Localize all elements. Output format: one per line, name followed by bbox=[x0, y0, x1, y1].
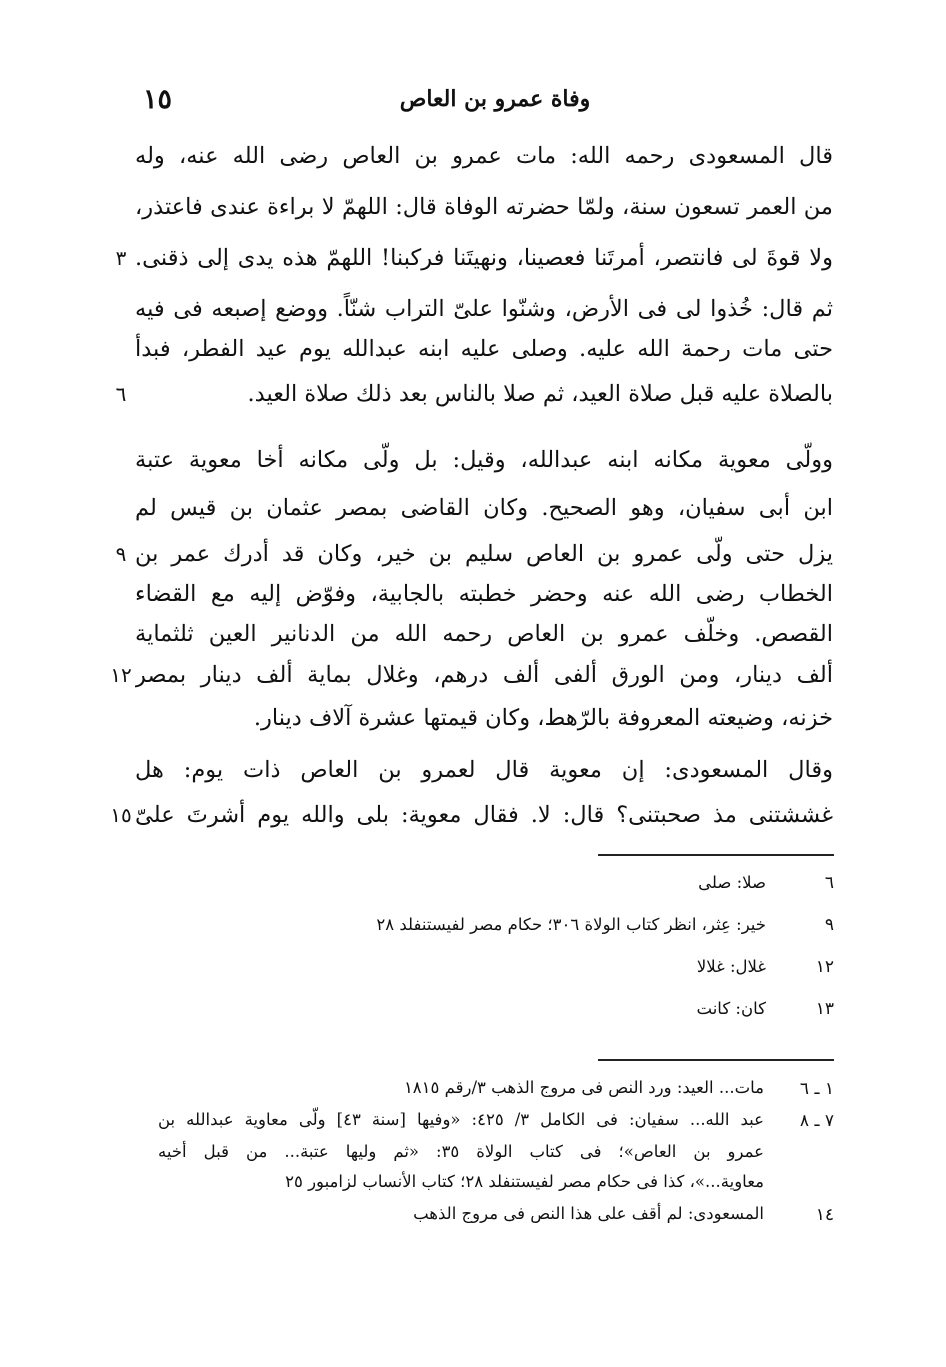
body-line-3: ولا قوةَ لى فانتصر، أمرتَنا فعصينا، ونهيتَنا فركبنا! اللهمّ هذه يدى إلى ذقنى. bbox=[135, 245, 833, 271]
body-line-9: يزل حتى ولّى عمرو بن العاص سليم بن خير، وكان قد أدرك عمر بن bbox=[135, 541, 833, 567]
body-line-2: من العمر تسعون سنة، ولمّا حضرته الوفاة قال: اللهمّ لا براءة عندى فاعتذر، bbox=[135, 194, 833, 220]
running-title: وفاة عمرو بن العاص bbox=[399, 86, 591, 112]
line-number-15: ١٥ bbox=[110, 803, 132, 827]
line-number-9: ٩ bbox=[115, 542, 127, 566]
apparatus-entry: كان: كانت bbox=[696, 999, 766, 1018]
page-number: ١٥ bbox=[143, 84, 173, 115]
body-line-1: قال المسعودى رحمه الله: مات عمرو بن العاص رضى الله عنه، وله bbox=[135, 143, 833, 169]
body-line-4: ثم قال: خُذوا لى فى الأرض، وشنّوا علىّ التراب شنّاً. ووضع إصبعه فى فيه bbox=[135, 296, 833, 322]
note-line: عبد الله... سفيان: فى الكامل ٣/ ٤٢٥: «وفيها [سنة ٤٣] ولّى معاوية عبدالله بن bbox=[158, 1110, 764, 1129]
line-number-6: ٦ bbox=[115, 382, 127, 406]
body-line-15: غششتنى مذ صحبتنى؟ قال: لا. فقال معوية: بلى والله يوم أشرتَ علىّ bbox=[135, 802, 833, 828]
line-number-12: ١٢ bbox=[110, 663, 132, 687]
note-number: ١٤ bbox=[815, 1205, 834, 1225]
note-line: معاوية...»، كذا فى حكام مصر لفيستنفلد ٢٨؛ كتاب الأنساب لزامبور ٢٥ bbox=[285, 1172, 764, 1191]
notes-separator bbox=[598, 1059, 834, 1061]
note-number: ٧ ـ ٨ bbox=[799, 1111, 834, 1131]
apparatus-entry: خير: عِثر، انظر كتاب الولاة ٣٠٦؛ حكام مصر لفيستنفلد ٢٨ bbox=[376, 915, 766, 934]
apparatus-number: ٦ bbox=[824, 873, 834, 893]
note-line: عمرو بن العاص»؛ فى كتاب الولاة ٣٥: «ثم وليها عتبة... من قبل أخيه bbox=[158, 1142, 764, 1161]
body-line-6: بالصلاة عليه قبل صلاة العيد، ثم صلا بالناس بعد ذلك صلاة العيد. bbox=[247, 381, 833, 407]
apparatus-separator bbox=[598, 854, 834, 856]
body-line-7: وولّى معوية مكانه ابنه عبدالله، وقيل: بل ولّى مكانه أخا معوية عتبة bbox=[135, 447, 833, 473]
apparatus-entry: صلا: صلى bbox=[698, 873, 766, 892]
apparatus-number: ١٢ bbox=[815, 957, 834, 977]
body-line-5: حتى مات رحمة الله عليه. وصلى عليه ابنه عبدالله يوم عيد الفطر، فبدأ bbox=[135, 336, 833, 362]
body-line-13: خزنه، وضيعته المعروفة بالرّهط، وكان قيمتها عشرة آلاف دينار. bbox=[253, 705, 833, 731]
body-line-14: وقال المسعودى: إن معوية قال لعمرو بن العاص ذات يوم: هل bbox=[135, 757, 833, 783]
line-number-3: ٣ bbox=[115, 246, 127, 270]
body-line-10: الخطاب رضى الله عنه وحضر خطبته بالجابية، وفوّض إليه مع القضاء bbox=[135, 581, 833, 607]
note-line: مات... العيد: ورد النص فى مروج الذهب ٣/رقم ١٨١٥ bbox=[403, 1078, 764, 1097]
apparatus-number: ١٣ bbox=[815, 999, 834, 1019]
body-line-12: ألف دينار، ومن الورق ألفى ألف درهم، وغلال بماية ألف دينار بمصر bbox=[135, 662, 833, 688]
note-number: ١ ـ ٦ bbox=[799, 1079, 834, 1099]
apparatus-number: ٩ bbox=[824, 915, 834, 935]
note-line: المسعودى: لم أقف على هذا النص فى مروج الذهب bbox=[413, 1204, 764, 1223]
body-line-8: ابن أبى سفيان، وهو الصحيح. وكان القاضى بمصر عثمان بن قيس لم bbox=[135, 495, 833, 521]
body-line-11: القصص. وخلّف عمرو بن العاص رحمه الله من الدنانير العين ثلثماية bbox=[135, 621, 833, 647]
apparatus-entry: غلال: غلالا bbox=[696, 957, 766, 976]
